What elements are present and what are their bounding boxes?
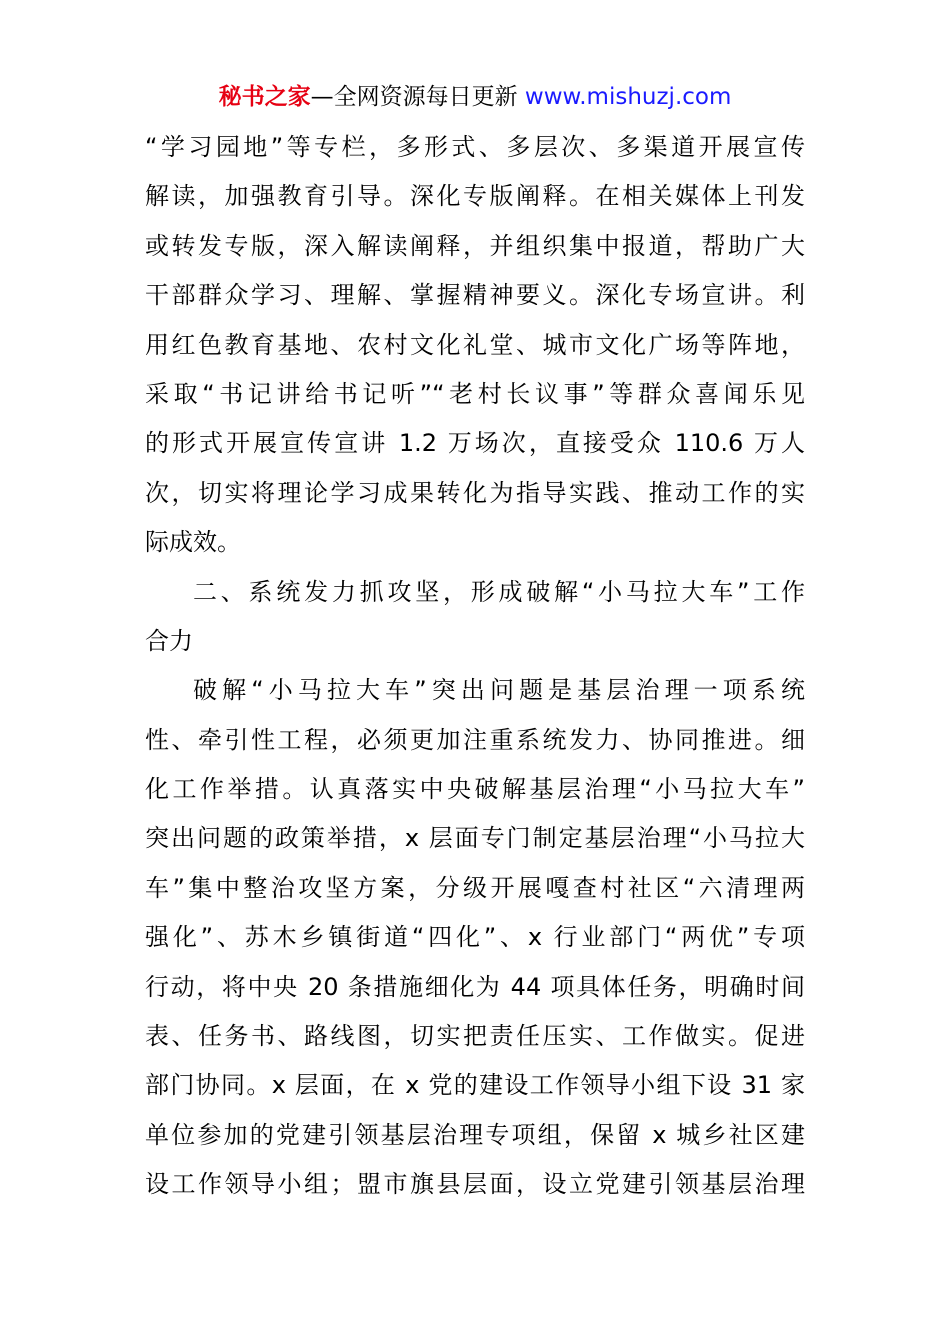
text-line: 行动，将中央 20 条措施细化为 44 项具体任务，明确时间 (145, 972, 805, 1001)
text-line: 解读，加强教育引导。深化专版阐释。在相关媒体上刊发 (145, 182, 805, 211)
text-line: 干部群众学习、理解、掌握精神要义。深化专场宣讲。利 (145, 281, 805, 310)
site-header (0, 82, 950, 112)
document-body (145, 123, 805, 1210)
text-line: 性、牵引性工程，必须更加注重系统发力、协同推进。细 (145, 725, 805, 754)
text-line: 车”集中整治攻坚方案，分级开展嘎查村社区“六清理两 (145, 873, 805, 902)
text-line: 或转发专版，深入解读阐释，并组织集中报道，帮助广大 (145, 231, 805, 260)
text-line: 设工作领导小组；盟市旗县层面，设立党建引领基层治理 (145, 1170, 805, 1199)
text-line: 突出问题的政策举措，x 层面专门制定基层治理“小马拉大 (145, 824, 805, 853)
text-line: 二、系统发力抓攻坚，形成破解“小马拉大车”工作 (193, 577, 805, 606)
text-line: 次，切实将理论学习成果转化为指导实践、推动工作的实 (145, 478, 805, 507)
text-line: 强化”、苏木乡镇街道“四化”、x 行业部门“两优”专项 (145, 923, 805, 952)
text-line: 单位参加的党建引领基层治理专项组，保留 x 城乡社区建 (145, 1120, 805, 1149)
text-line: 的形式开展宣传宣讲 1.2 万场次，直接受众 110.6 万人 (145, 429, 805, 458)
text-line: 破解“小马拉大车”突出问题是基层治理一项系统 (193, 676, 805, 705)
text-line: 用红色教育基地、农村文化礼堂、城市文化广场等阵地， (145, 330, 805, 359)
text-line: 化工作举措。认真落实中央破解基层治理“小马拉大车” (145, 775, 805, 804)
text-line: 部门协同。x 层面，在 x 党的建设工作领导小组下设 31 家 (145, 1071, 805, 1100)
brand-name: 秘书之家 (218, 84, 311, 110)
text-line: “学习园地”等专栏，多形式、多层次、多渠道开展宣传 (145, 133, 805, 161)
text-line: 合力 (145, 626, 193, 655)
text-line: 采取“书记讲给书记听”“老村长议事”等群众喜闻乐见 (145, 379, 805, 408)
site-url[interactable]: www.mishuzj.com (524, 84, 732, 110)
text-line: 际成效。 (145, 528, 241, 557)
slogan: —全网资源每日更新 (310, 84, 525, 110)
text-line: 表、任务书、路线图，切实把责任压实、工作做实。促进 (145, 1022, 805, 1051)
